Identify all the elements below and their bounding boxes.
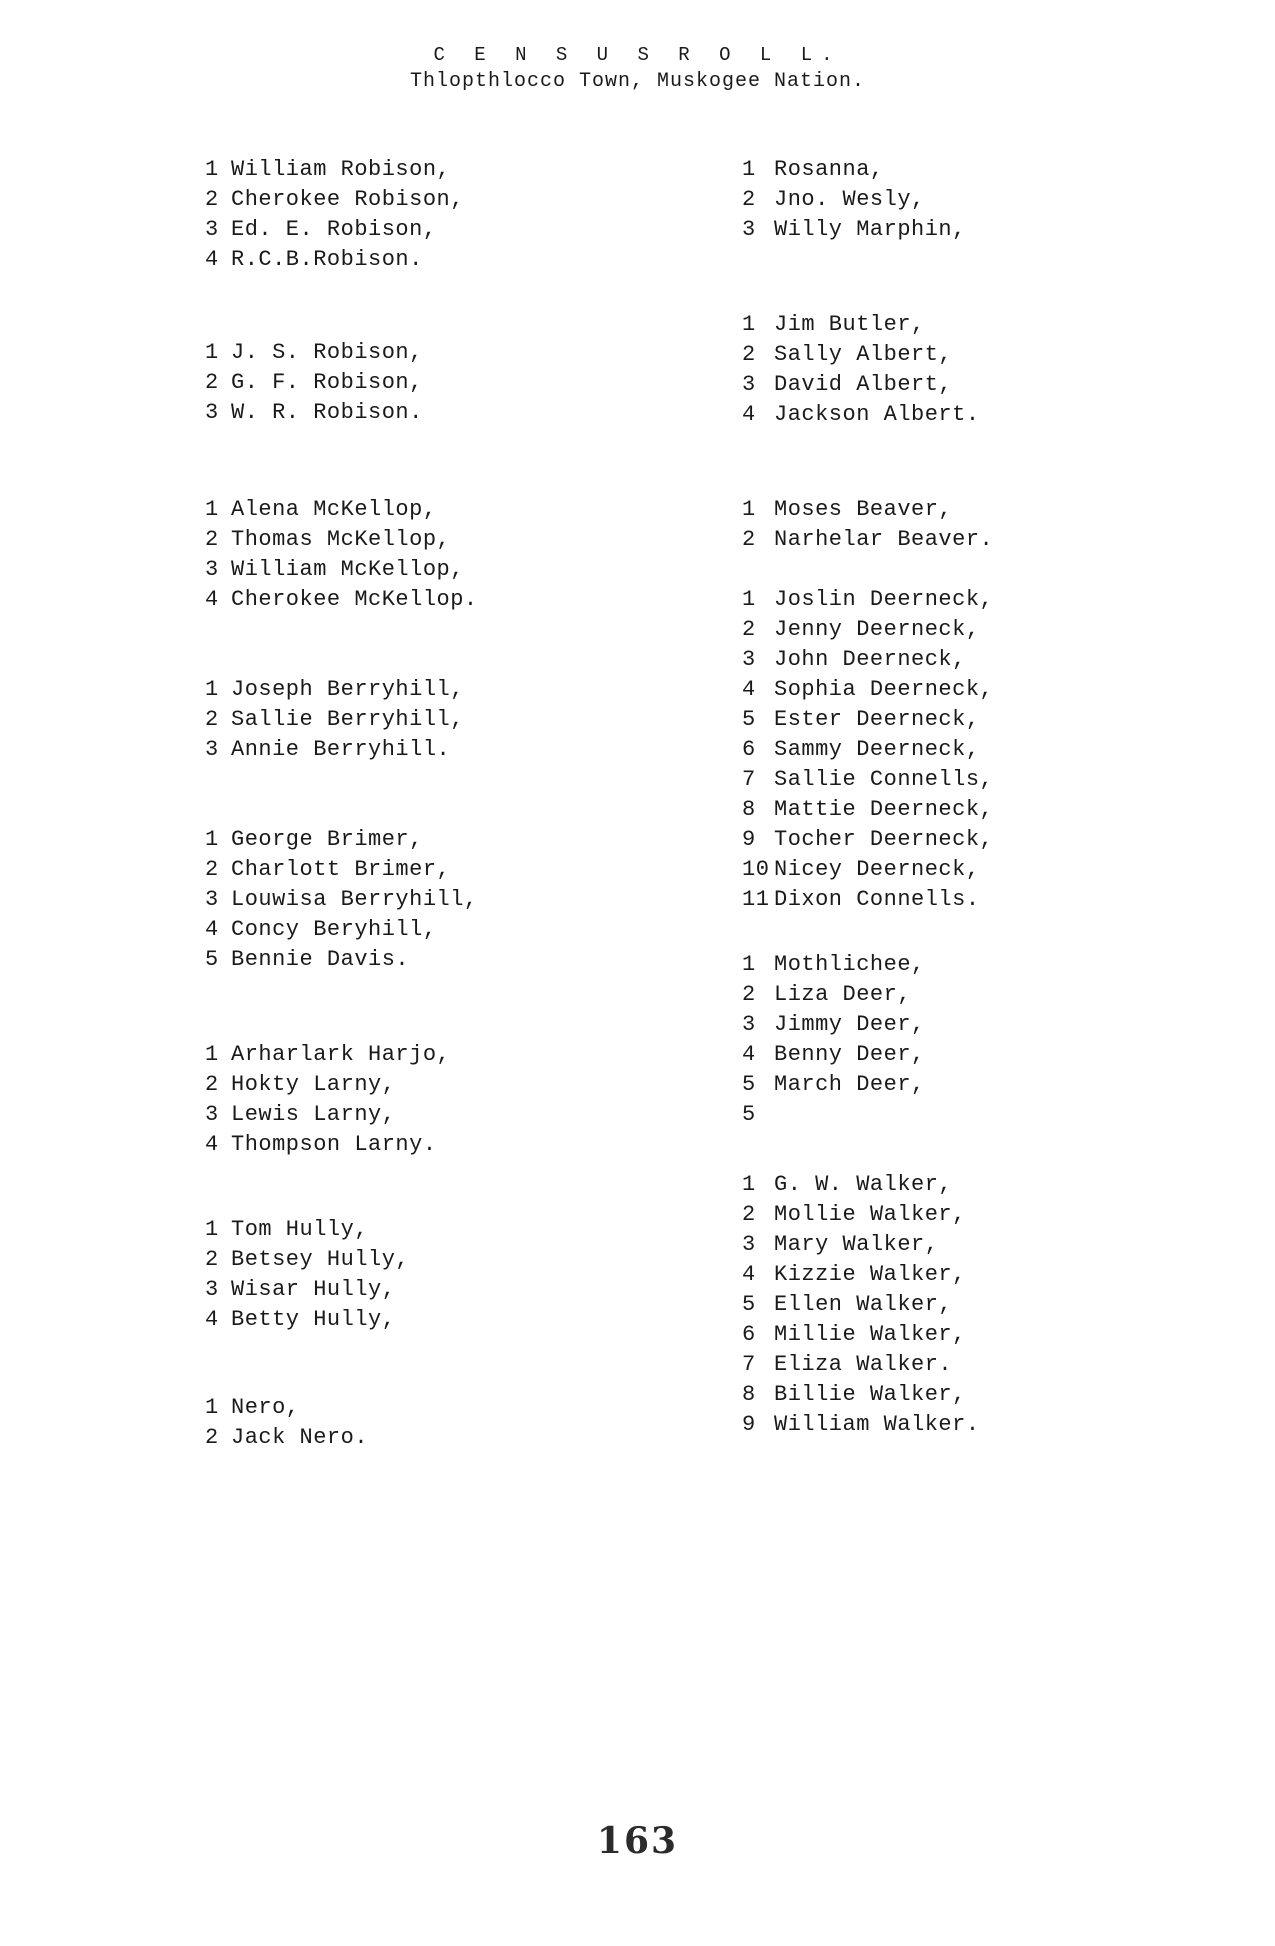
family-group (205, 1393, 368, 1453)
census-entry (205, 525, 478, 555)
entry-number: 1 (742, 1172, 756, 1197)
entry-name: Ester Deerneck, (774, 707, 980, 732)
census-entry (742, 1320, 980, 1350)
entry-number: 2 (742, 342, 756, 367)
entry-name: Mollie Walker, (774, 1202, 966, 1227)
family-group (742, 1170, 980, 1440)
census-entry (205, 495, 478, 525)
census-entry (205, 885, 478, 915)
family-group (742, 495, 993, 555)
entry-name: Sallie Berryhill, (231, 707, 464, 732)
entry-number: 7 (742, 767, 756, 792)
census-entry (205, 215, 464, 245)
entry-name: William Robison, (231, 157, 451, 182)
entry-name: W. R. Robison. (231, 400, 423, 425)
entry-number: 3 (205, 887, 219, 912)
entry-name: Sallie Connells, (774, 767, 994, 792)
entry-number: 5 (742, 1292, 756, 1317)
entry-number: 1 (205, 677, 219, 702)
census-entry (205, 735, 464, 765)
entry-number: 11 (742, 887, 770, 912)
entry-number: 4 (742, 677, 756, 702)
entry-name: Jenny Deerneck, (774, 617, 980, 642)
entry-name: Benny Deer, (774, 1042, 925, 1067)
entry-name: Mary Walker, (774, 1232, 939, 1257)
entry-name: Moses Beaver, (774, 497, 953, 522)
entry-number: 3 (205, 1102, 219, 1127)
census-entry (205, 338, 423, 368)
entry-name: G. W. Walker, (774, 1172, 953, 1197)
entry-number: 2 (742, 527, 756, 552)
entry-number: 5 (742, 707, 756, 732)
entry-number: 2 (742, 617, 756, 642)
entry-number: 4 (205, 917, 219, 942)
entry-name: Joslin Deerneck, (774, 587, 994, 612)
entry-name: William McKellop, (231, 557, 464, 582)
entry-number: 10 (742, 857, 770, 882)
census-entry (205, 1423, 368, 1453)
entry-number: 8 (742, 1382, 756, 1407)
entry-number: 3 (742, 372, 756, 397)
census-entry (205, 555, 478, 585)
census-entry (742, 765, 993, 795)
entry-name: Cherokee McKellop. (231, 587, 478, 612)
entry-number: 4 (205, 247, 219, 272)
census-entry (205, 245, 464, 275)
entry-name: Ellen Walker, (774, 1292, 953, 1317)
census-entry (742, 980, 925, 1010)
entry-number: 2 (205, 527, 219, 552)
entry-number: 1 (742, 157, 756, 182)
census-entry (742, 155, 966, 185)
entry-number: 3 (205, 557, 219, 582)
entry-number: 3 (205, 737, 219, 762)
entry-name: Tocher Deerneck, (774, 827, 994, 852)
census-entry (742, 525, 993, 555)
family-group (742, 310, 980, 430)
entry-name: Liza Deer, (774, 982, 912, 1007)
entry-name: J. S. Robison, (231, 340, 423, 365)
census-entry (742, 735, 993, 765)
entry-number: 2 (205, 1425, 219, 1450)
entry-name: Jno. Wesly, (774, 187, 925, 212)
census-entry (742, 340, 980, 370)
entry-name: Charlott Brimer, (231, 857, 451, 882)
entry-name: Betsey Hully, (231, 1247, 410, 1272)
entry-number: 6 (742, 1322, 756, 1347)
entry-name: Ed. E. Robison, (231, 217, 437, 242)
entry-name: Willy Marphin, (774, 217, 966, 242)
entry-name: Narhelar Beaver. (774, 527, 994, 552)
census-entry (205, 675, 464, 705)
entry-number: 2 (205, 1247, 219, 1272)
census-entry (742, 1290, 980, 1320)
entry-number: 4 (205, 1307, 219, 1332)
census-entry (742, 1350, 980, 1380)
entry-name: Thomas McKellop, (231, 527, 451, 552)
census-entry (742, 1010, 925, 1040)
entry-name: Tom Hully, (231, 1217, 369, 1242)
entry-number: 1 (205, 827, 219, 852)
census-entry (742, 215, 966, 245)
census-entry (205, 945, 478, 975)
family-group (205, 825, 478, 975)
family-group (205, 675, 464, 765)
entry-name: Sally Albert, (774, 342, 953, 367)
census-entry (205, 1040, 450, 1070)
entry-name: David Albert, (774, 372, 953, 397)
entry-name: Joseph Berryhill, (231, 677, 464, 702)
entry-number: 5 (742, 1102, 756, 1127)
entry-number: 1 (742, 312, 756, 337)
entry-name: Bennie Davis. (231, 947, 410, 972)
census-entry (742, 1200, 980, 1230)
census-entry (205, 585, 478, 615)
entry-name: Sophia Deerneck, (774, 677, 994, 702)
entry-number: 1 (205, 1217, 219, 1242)
entry-name: Jack Nero. (231, 1425, 369, 1450)
census-entry (742, 400, 980, 430)
entry-number: 1 (205, 157, 219, 182)
entry-number: 5 (742, 1072, 756, 1097)
census-entry (205, 1215, 409, 1245)
entry-number: 3 (742, 217, 756, 242)
census-entry (742, 495, 993, 525)
census-entry (742, 1070, 925, 1100)
census-entry (742, 1410, 980, 1440)
family-group (742, 155, 966, 245)
entry-name: Cherokee Robison, (231, 187, 464, 212)
census-entry (742, 1230, 980, 1260)
census-entry (742, 885, 993, 915)
census-entry (742, 370, 980, 400)
entry-number: 9 (742, 1412, 756, 1437)
entry-name: Hokty Larny, (231, 1072, 396, 1097)
entry-number: 3 (742, 647, 756, 672)
entry-number: 5 (205, 947, 219, 972)
census-entry (742, 645, 993, 675)
entry-number: 3 (205, 217, 219, 242)
census-entry (742, 1380, 980, 1410)
entry-name: Rosanna, (774, 157, 884, 182)
entry-name: Sammy Deerneck, (774, 737, 980, 762)
entry-name: Wisar Hully, (231, 1277, 396, 1302)
entry-name: Dixon Connells. (774, 887, 980, 912)
entry-number: 3 (205, 1277, 219, 1302)
entry-number: 4 (205, 587, 219, 612)
census-entry (742, 1260, 980, 1290)
census-entry (742, 855, 993, 885)
census-entry (205, 185, 464, 215)
census-entry (205, 368, 423, 398)
census-entry (742, 615, 993, 645)
entry-number: 2 (742, 982, 756, 1007)
entry-name: William Walker. (774, 1412, 980, 1437)
census-entry (205, 1245, 409, 1275)
census-entry (205, 1070, 450, 1100)
document-title: C E N S U S R O L L. (433, 44, 842, 66)
entry-name: Eliza Walker. (774, 1352, 953, 1377)
entry-name: Kizzie Walker, (774, 1262, 966, 1287)
entry-name: John Deerneck, (774, 647, 966, 672)
entry-number: 4 (742, 402, 756, 427)
entry-number: 2 (205, 1072, 219, 1097)
entry-name: Mothlichee, (774, 952, 925, 977)
entry-name: Jackson Albert. (774, 402, 980, 427)
census-entry (205, 1275, 409, 1305)
family-group (205, 495, 478, 615)
family-group (205, 1215, 409, 1335)
entry-name: Betty Hully, (231, 1307, 396, 1332)
census-entry (742, 185, 966, 215)
entry-name: Lewis Larny, (231, 1102, 396, 1127)
family-group (205, 1040, 450, 1160)
entry-name: Nero, (231, 1395, 300, 1420)
entry-number: 6 (742, 737, 756, 762)
family-group (742, 585, 993, 915)
census-entry (742, 950, 925, 980)
census-entry (742, 310, 980, 340)
entry-name: Annie Berryhill. (231, 737, 451, 762)
family-group (205, 338, 423, 428)
entry-number: 2 (205, 187, 219, 212)
entry-number: 7 (742, 1352, 756, 1377)
census-entry (742, 1040, 925, 1070)
entry-number: 1 (742, 497, 756, 522)
entry-number: 1 (205, 1042, 219, 1067)
entry-name: R.C.B.Robison. (231, 247, 423, 272)
census-entry (205, 1130, 450, 1160)
census-entry (742, 585, 993, 615)
entry-name: Nicey Deerneck, (774, 857, 980, 882)
census-entry (742, 1170, 980, 1200)
entry-name: Thompson Larny. (231, 1132, 437, 1157)
entry-number: 1 (742, 587, 756, 612)
census-entry (205, 915, 478, 945)
entry-name: Alena McKellop, (231, 497, 437, 522)
entry-name: Mattie Deerneck, (774, 797, 994, 822)
census-entry (742, 1100, 925, 1130)
entry-name: Arharlark Harjo, (231, 1042, 451, 1067)
census-entry (205, 1100, 450, 1130)
entry-number: 4 (742, 1042, 756, 1067)
entry-name: George Brimer, (231, 827, 423, 852)
entry-number: 4 (742, 1262, 756, 1287)
entry-number: 1 (742, 952, 756, 977)
census-entry (205, 398, 423, 428)
census-entry (205, 1305, 409, 1335)
page-number: 163 (596, 1820, 679, 1862)
family-group (205, 155, 464, 275)
entry-name: Jimmy Deer, (774, 1012, 925, 1037)
entry-number: 2 (742, 1202, 756, 1227)
entry-number: 1 (205, 1395, 219, 1420)
entry-number: 2 (205, 857, 219, 882)
entry-number: 3 (205, 400, 219, 425)
entry-number: 1 (205, 340, 219, 365)
entry-name: Billie Walker, (774, 1382, 966, 1407)
entry-name: G. F. Robison, (231, 370, 423, 395)
census-entry (205, 705, 464, 735)
census-entry (742, 795, 993, 825)
entry-name: Jim Butler, (774, 312, 925, 337)
entry-name: Louwisa Berryhill, (231, 887, 478, 912)
entry-number: 1 (205, 497, 219, 522)
entry-number: 4 (205, 1132, 219, 1157)
entry-name: March Deer, (774, 1072, 925, 1097)
entry-number: 9 (742, 827, 756, 852)
entry-number: 3 (742, 1012, 756, 1037)
census-entry (205, 1393, 368, 1423)
census-entry (205, 825, 478, 855)
entry-number: 2 (205, 707, 219, 732)
entry-number: 2 (742, 187, 756, 212)
census-entry (742, 705, 993, 735)
census-entry (742, 675, 993, 705)
family-group (742, 950, 925, 1130)
entry-number: 3 (742, 1232, 756, 1257)
entry-number: 8 (742, 797, 756, 822)
census-entry (205, 155, 464, 185)
entry-number: 2 (205, 370, 219, 395)
census-entry (742, 825, 993, 855)
entry-name: Millie Walker, (774, 1322, 966, 1347)
document-subtitle: Thlopthlocco Town, Muskogee Nation. (409, 70, 866, 93)
census-entry (205, 855, 478, 885)
entry-name: Concy Beryhill, (231, 917, 437, 942)
